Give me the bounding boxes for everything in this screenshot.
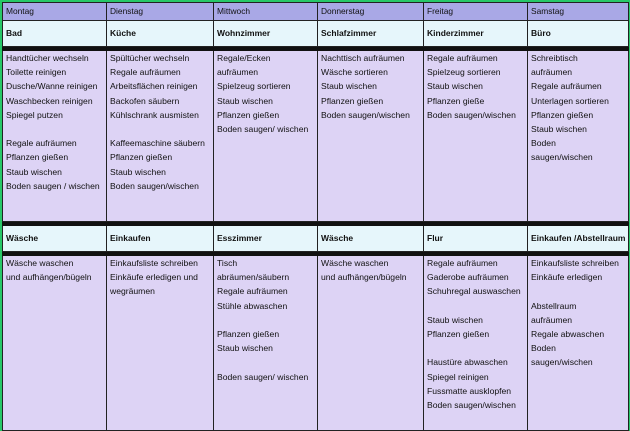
day-header: Donnerstag [318, 3, 424, 21]
task-item: Staub wischen [6, 166, 62, 177]
task-item: Kaffeemaschine säubern [110, 138, 205, 149]
room-header: Bad [3, 21, 107, 47]
task-item: Wäsche waschen [6, 258, 74, 268]
task-item: Staub wischen [217, 95, 273, 106]
room-header: Wäsche [318, 226, 424, 252]
task-item: Dusche/Wanne reinigen [6, 81, 98, 92]
cleaning-schedule-table [2, 2, 629, 431]
task-item: und aufhängen/bügeln [321, 272, 407, 283]
task-item: Einkäufe erledigen und [110, 272, 198, 283]
task-item: Staub wischen [110, 166, 166, 177]
room-header: Wäsche [3, 226, 107, 252]
room-header: Schlafzimmer [318, 21, 424, 47]
task-item: Pflanzen gießen [217, 329, 280, 339]
task-item: Pflanzen gießen [427, 329, 490, 339]
task-item: Spiegel putzen [6, 109, 63, 120]
task-cell [318, 256, 424, 431]
task-item: Unterlagen sortieren [531, 95, 609, 106]
task-item: Tisch [217, 258, 238, 268]
task-item: Einkaufsliste schreiben [531, 258, 619, 268]
task-item: Spültücher wechseln [110, 53, 190, 63]
room-header: Einkaufen /Abstellraum [528, 226, 629, 252]
task-item: saugen/wischen [531, 152, 593, 163]
task-item: Wäsche waschen [321, 258, 389, 268]
task-item: Boden [531, 138, 556, 149]
task-item: Spielzeug sortieren [427, 67, 501, 78]
task-item: abräumen/säubern [217, 272, 290, 283]
task-cell [318, 51, 424, 222]
task-item: Handtücher wechseln [6, 53, 89, 63]
task-item: Waschbecken reinigen [6, 95, 93, 106]
task-cell [214, 256, 318, 431]
task-item [531, 284, 628, 298]
task-item: Staub wischen [321, 81, 377, 92]
room-header-row-top [3, 21, 629, 47]
task-item: Regale/Ecken [217, 53, 271, 63]
room-header: Kinderzimmer [424, 21, 528, 47]
task-item: Schuhregal auswaschen [427, 286, 521, 297]
task-item: Regale aufräumen [427, 258, 498, 268]
task-item: Boden saugen/wischen [110, 180, 199, 191]
day-header: Montag [3, 3, 107, 21]
task-row-bottom [3, 256, 629, 431]
task-cell [107, 51, 214, 222]
task-item: Boden saugen/ wischen [217, 124, 309, 135]
task-item: Spielzeug sortieren [217, 81, 291, 92]
task-item [427, 299, 527, 313]
task-item: saugen/wischen [531, 357, 593, 368]
task-item [217, 313, 317, 327]
task-item: Spiegel reinigen [427, 371, 489, 382]
task-item: Nachttisch aufräumen [321, 53, 405, 63]
task-item: Arbeitsflächen reinigen [110, 81, 198, 92]
task-item: Staub wischen [531, 124, 587, 135]
task-item: Boden saugen/wischen [427, 109, 516, 120]
task-item: aufräumen [531, 67, 573, 78]
room-header: Esszimmer [214, 226, 318, 252]
task-item: Staub wischen [217, 343, 273, 354]
task-row-top [3, 51, 629, 222]
day-header: Dienstag [107, 3, 214, 21]
task-item: Kühlschrank ausmisten [110, 109, 199, 120]
task-item: Pflanzen gießen [110, 152, 173, 163]
day-header: Mittwoch [214, 3, 318, 21]
weekday-header-row [3, 3, 629, 21]
task-item: Haustüre abwaschen [427, 357, 508, 368]
room-header: Wohnzimmer [214, 21, 318, 47]
room-header-row-bottom [3, 226, 629, 252]
task-item: Regale aufräumen [531, 81, 602, 92]
task-item: wegräumen [110, 286, 155, 297]
task-item [6, 122, 106, 136]
task-cell [107, 256, 214, 431]
task-item: Stühle abwaschen [217, 300, 288, 311]
task-item: Pflanzen gießen [531, 109, 594, 120]
task-item: Regale aufräumen [427, 53, 498, 63]
task-item [217, 355, 317, 369]
task-cell [424, 256, 528, 431]
task-cell [3, 256, 107, 431]
task-item: Schreibtisch [531, 53, 578, 63]
room-header: Küche [107, 21, 214, 47]
task-item: Boden [531, 343, 556, 354]
task-item: Staub wischen [427, 81, 483, 92]
task-item [110, 122, 213, 136]
task-cell [528, 51, 629, 222]
task-item: aufräumen [217, 67, 259, 78]
task-item: Boden saugen/wischen [427, 400, 516, 410]
task-item: Pflanzen gießen [217, 109, 280, 120]
task-item: und aufhängen/bügeln [6, 272, 92, 283]
task-item: aufräumen [531, 314, 573, 325]
task-cell [3, 51, 107, 222]
task-item: Staub wischen [427, 314, 483, 325]
task-item: Einkäufe erledigen [531, 272, 603, 283]
room-header: Einkaufen [107, 226, 214, 252]
room-header: Flur [424, 226, 528, 252]
task-item: Pflanzen gießen [6, 152, 69, 163]
task-item: Regale abwaschen [531, 329, 605, 339]
task-cell [528, 256, 629, 431]
task-item: Boden saugen/wischen [321, 109, 410, 120]
task-item: Pflanzen gieße [427, 95, 485, 106]
task-cell [424, 51, 528, 222]
task-item: Fussmatte ausklopfen [427, 385, 512, 396]
task-item: Boden saugen/ wischen [217, 371, 309, 382]
task-item: Regale aufräumen [110, 67, 181, 78]
task-item: Regale aufräumen [6, 138, 77, 149]
task-item: Gaderobe aufräumen [427, 272, 509, 283]
task-item: Backofen säubern [110, 95, 180, 106]
day-header: Samstag [528, 3, 629, 21]
task-item: Wäsche sortieren [321, 67, 388, 78]
task-cell [214, 51, 318, 222]
task-item: Abstellraum [531, 300, 577, 311]
task-item: Pflanzen gießen [321, 95, 384, 106]
task-item: Regale aufräumen [217, 286, 288, 297]
task-item: Boden saugen / wischen [6, 180, 100, 191]
task-item: Toilette reinigen [6, 67, 67, 78]
task-item [427, 341, 527, 355]
day-header: Freitag [424, 3, 528, 21]
room-header: Büro [528, 21, 629, 47]
task-item: Einkaufsliste schreiben [110, 258, 198, 268]
